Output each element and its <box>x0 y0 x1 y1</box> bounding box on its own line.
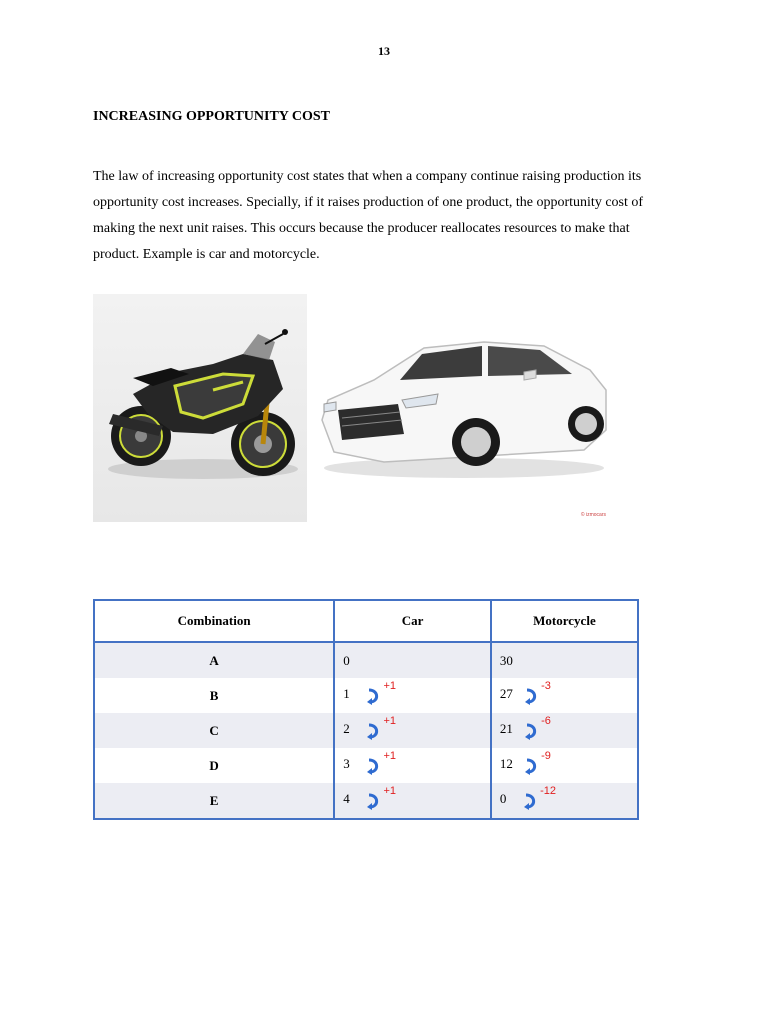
header-motorcycle: Motorcycle <box>491 600 638 642</box>
motorcycle-cell <box>491 678 638 713</box>
car-photo <box>314 300 610 522</box>
car-change: +1 <box>383 785 397 798</box>
car-cell <box>334 642 491 678</box>
motorcycle-change: -9 <box>541 750 551 763</box>
car-value: 4 <box>343 791 350 807</box>
motorcycle-cell <box>491 748 638 783</box>
motorcycle-cell <box>491 713 638 748</box>
combination-cell: D <box>94 748 334 783</box>
motorcycle-change: -6 <box>541 715 551 728</box>
curved-arrow-icon <box>524 687 538 705</box>
motorcycle-icon <box>93 294 307 522</box>
car-change: +1 <box>383 750 397 763</box>
table-row <box>94 713 638 748</box>
table-row <box>94 678 638 713</box>
combination-cell: A <box>94 642 334 678</box>
motorcycle-value: 30 <box>499 652 513 668</box>
car-value: 2 <box>343 721 350 737</box>
table-header-row <box>94 600 638 642</box>
motorcycle-cell <box>491 642 638 678</box>
image-watermark: © izmocars <box>580 512 606 518</box>
car-change: +1 <box>383 715 397 728</box>
combination-cell: B <box>94 678 334 713</box>
car-value: 3 <box>343 756 350 772</box>
motorcycle-photo <box>93 294 307 522</box>
car-change: +1 <box>383 680 397 693</box>
motorcycle-value: 21 <box>499 721 513 737</box>
motorcycle-value: 27 <box>499 686 513 702</box>
page-number: 13 <box>378 44 390 58</box>
combination-cell: C <box>94 713 334 748</box>
curved-arrow-icon <box>366 687 380 705</box>
table-row <box>94 783 638 819</box>
motorcycle-cell <box>491 783 638 819</box>
body-paragraph: The law of increasing opportunity cost states that when a company continue raising production its opportunity cost increases. Specially, if it raises production of one product, the opportunity cost of making the next unit raises. This occurs because the producer reallocates resources to make that product. Example is car and motorcycle. <box>93 169 644 262</box>
curved-arrow-icon <box>524 757 538 775</box>
header-combination: Combination <box>94 600 334 642</box>
curved-arrow-icon <box>366 792 380 810</box>
car-icon <box>314 300 610 522</box>
curved-arrow-icon <box>523 792 537 810</box>
table-row <box>94 748 638 783</box>
car-cell <box>334 678 491 713</box>
car-cell <box>334 748 491 783</box>
car-cell <box>334 783 491 819</box>
motorcycle-value: 0 <box>499 791 507 807</box>
table-row <box>94 642 638 678</box>
combination-table <box>93 599 639 820</box>
motorcycle-change: -3 <box>541 680 551 693</box>
header-car: Car <box>334 600 491 642</box>
combination-cell: E <box>94 783 334 819</box>
motorcycle-value: 12 <box>499 756 513 772</box>
section-heading: INCREASING OPPORTUNITY COST <box>93 109 331 124</box>
curved-arrow-icon <box>366 722 380 740</box>
car-cell <box>334 713 491 748</box>
car-value: 1 <box>343 686 350 702</box>
motorcycle-change: -12 <box>540 785 557 798</box>
curved-arrow-icon <box>366 757 380 775</box>
curved-arrow-icon <box>524 722 538 740</box>
car-value: 0 <box>343 652 350 668</box>
